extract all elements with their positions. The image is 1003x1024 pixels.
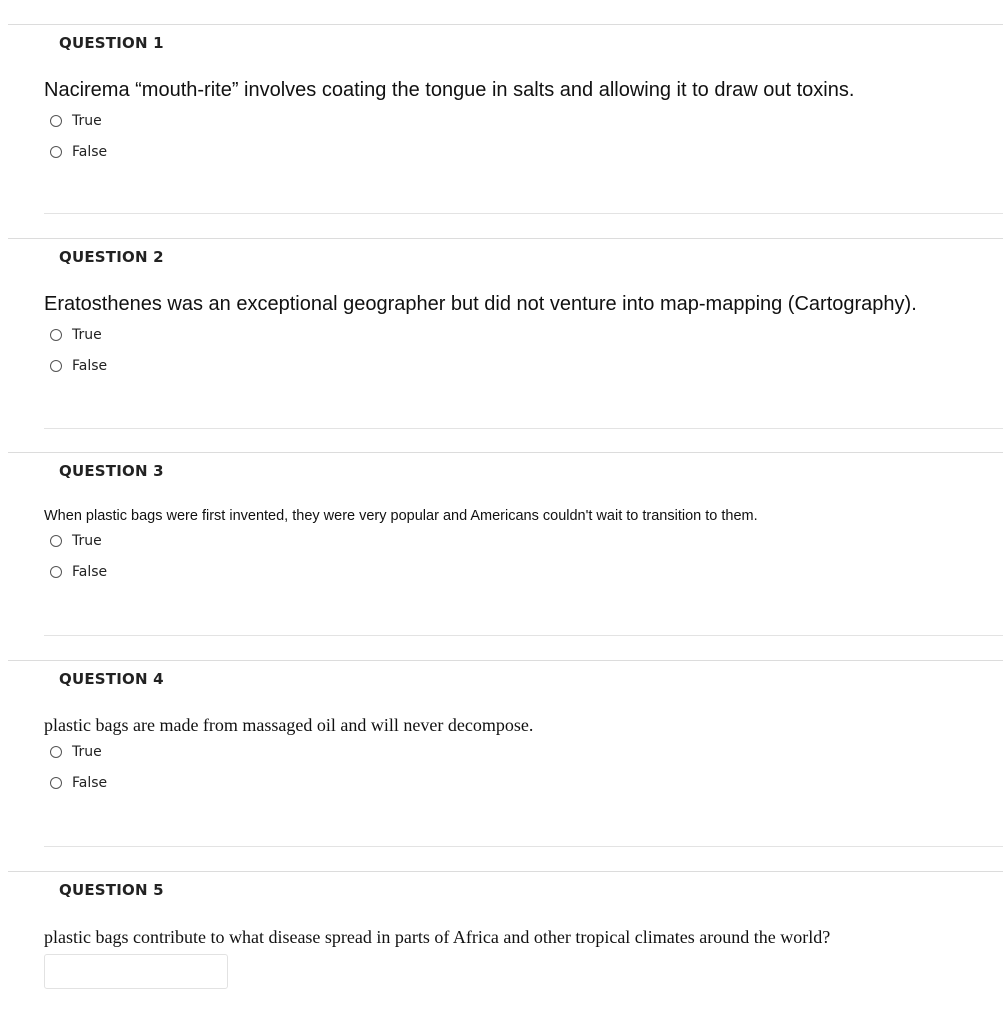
option-label: False [72,358,108,374]
option-true[interactable] [50,327,102,343]
question-3 [8,452,1003,636]
question-title: QUESTION 1 [59,34,164,52]
question-title: QUESTION 3 [59,462,164,480]
radio-button[interactable] [50,115,62,127]
radio-button[interactable] [50,360,62,372]
question-text: Eratosthenes was an exceptional geographer but did not venture into map-mapping (Cartography). [44,293,917,315]
question-text: plastic bags are made from massaged oil and will never decompose. [44,715,534,735]
option-label: True [72,113,102,129]
radio-button[interactable] [50,746,62,758]
question-5 [8,871,1003,1024]
question-1 [8,24,1003,214]
option-label: False [72,144,108,160]
option-false[interactable] [50,358,107,374]
question-divider [8,452,1003,453]
radio-button[interactable] [50,777,62,789]
radio-button[interactable] [50,535,62,547]
option-true[interactable] [50,113,102,129]
option-false[interactable] [50,775,107,791]
option-label: True [72,744,102,760]
question-footer-divider [44,428,1003,429]
question-divider [8,660,1003,661]
question-divider [8,871,1003,872]
option-false[interactable] [50,564,107,580]
question-footer-divider [44,635,1003,636]
option-label: True [72,533,102,549]
question-title: QUESTION 4 [59,670,164,688]
radio-button[interactable] [50,329,62,341]
question-footer-divider [44,846,1003,847]
question-text: When plastic bags were first invented, they were very popular and Americans couldn't wait to transition to them. [44,508,758,524]
question-divider [8,238,1003,239]
question-4 [8,660,1003,847]
answer-input[interactable] [44,954,228,989]
question-title: QUESTION 5 [59,881,164,899]
option-label: False [72,564,108,580]
radio-button[interactable] [50,146,62,158]
question-divider [8,24,1003,25]
question-title: QUESTION 2 [59,248,164,266]
option-true[interactable] [50,744,102,760]
option-label: True [72,327,102,343]
option-false[interactable] [50,144,107,160]
radio-button[interactable] [50,566,62,578]
question-text: Nacirema “mouth-rite” involves coating the tongue in salts and allowing it to draw out toxins. [44,79,855,101]
option-true[interactable] [50,533,102,549]
question-2 [8,238,1003,429]
option-label: False [72,775,108,791]
question-text: plastic bags contribute to what disease spread in parts of Africa and other tropical climates around the world? [44,927,831,947]
question-footer-divider [44,213,1003,214]
